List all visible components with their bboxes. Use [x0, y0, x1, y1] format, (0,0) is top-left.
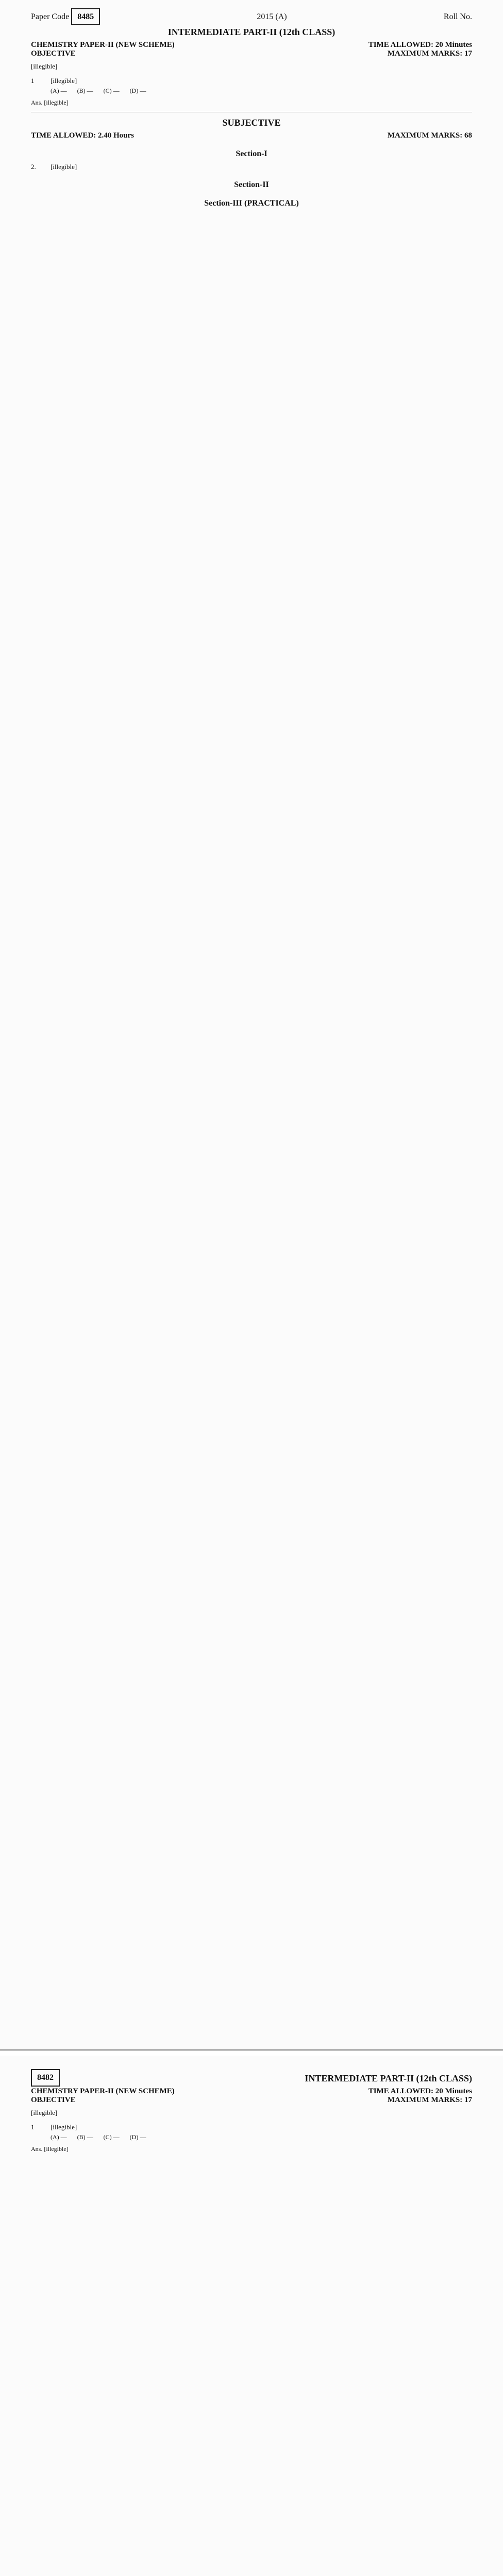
paper-2-header: [31, 2068, 472, 2087]
mcq-1-options: [51, 87, 472, 95]
paper-code: [31, 12, 100, 22]
paper-2-title: INTERMEDIATE PART-II (12th CLASS): [305, 2073, 472, 2083]
paper-1-header: [31, 12, 472, 22]
paper-2-subtitle: [31, 2087, 472, 2096]
subject: CHEMISTRY PAPER-II (NEW SCHEME): [31, 41, 175, 49]
subjective-marks: MAXIMUM MARKS: 68: [387, 131, 472, 140]
paper-2-mcq-option: (C) —: [103, 2133, 120, 2141]
mcq-text: [illegible]: [51, 77, 77, 84]
paper-2-code: 8482: [31, 2069, 60, 2087]
objective: OBJECTIVE: [31, 49, 76, 58]
title: INTERMEDIATE PART-II (12th CLASS): [167, 27, 336, 37]
note: [illegible]: [31, 62, 58, 70]
paper-2-mcq-option: (D) —: [129, 2133, 146, 2141]
mcq-option: (A) —: [51, 87, 67, 94]
roll-label: Roll No.: [443, 12, 472, 21]
paper-2-subject: CHEMISTRY PAPER-II (NEW SCHEME): [31, 2087, 175, 2095]
subjective-text: [illegible]: [51, 163, 77, 171]
mcq-number: 1: [31, 77, 35, 84]
mcq-list: [31, 77, 472, 95]
subjective-header: SUBJECTIVE: [222, 117, 281, 128]
marks: MAXIMUM MARKS: 17: [387, 49, 472, 58]
paper-2-mcq-option: (B) —: [77, 2133, 93, 2141]
mcq-1: [31, 77, 472, 85]
paper-2-time: TIME ALLOWED: 20 Minutes: [368, 2087, 472, 2095]
subjective-time: TIME ALLOWED: 2.40 Hours: [31, 131, 135, 140]
paper-2-mcq-text: [illegible]: [51, 2123, 77, 2131]
paper-2-mcq-1: [31, 2123, 472, 2131]
paper-2-note: [illegible]: [31, 2109, 58, 2116]
paper-2-mcq-1-options: [51, 2133, 472, 2141]
mcq-option: (C) —: [103, 87, 120, 94]
paper-2-subtitle-2: [31, 2096, 472, 2105]
subtitle-row-2: [31, 49, 472, 58]
subjective-time-row: [31, 131, 472, 140]
section-1: Section-I: [236, 149, 267, 158]
paper-2-mcq-option: (A) —: [51, 2133, 67, 2141]
paper-2-marks: MAXIMUM MARKS: 17: [387, 2096, 472, 2104]
paper-2-mcq-number: 1: [31, 2123, 35, 2131]
section-2: Section-II: [234, 180, 269, 189]
paper-2-answers: Ans. [illegible]: [31, 2145, 69, 2153]
paper-code-label: Paper Code: [31, 12, 70, 21]
answers: Ans. [illegible]: [31, 99, 69, 106]
section-3: Section-III (PRACTICAL): [204, 199, 299, 208]
subjective-number: 2.: [31, 163, 36, 171]
mcq-option: (D) —: [129, 87, 146, 94]
subjective-q: [31, 163, 472, 171]
paper-2: [0, 2056, 503, 2576]
mcq-option: (B) —: [77, 87, 93, 94]
paper-2-objective: OBJECTIVE: [31, 2096, 76, 2104]
year: 2015 (A): [257, 12, 287, 21]
subtitle-row: [31, 41, 472, 49]
time: TIME ALLOWED: 20 Minutes: [368, 41, 472, 49]
paper-code-value: 8485: [71, 8, 100, 25]
